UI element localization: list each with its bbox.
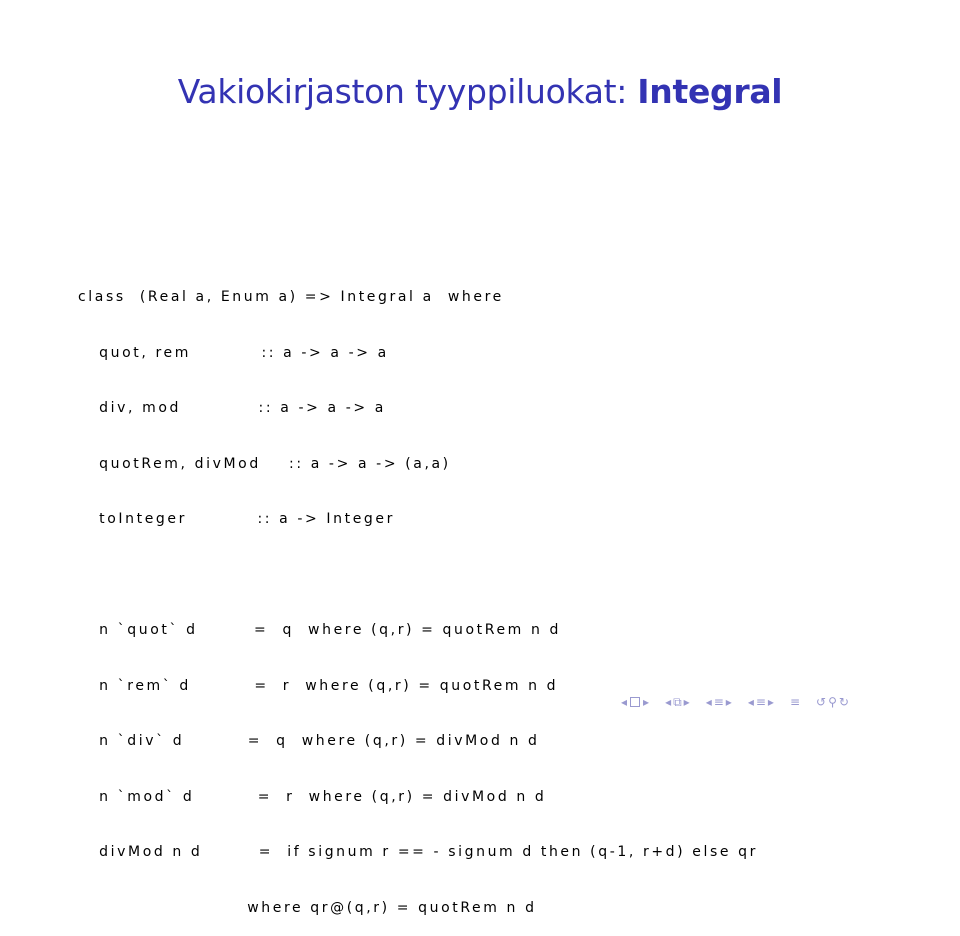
code-line-blank: [78, 566, 758, 585]
code-line: n `quot` d = q where (q,r) = quotRem n d: [78, 622, 561, 638]
nav-subsection-icon[interactable]: ◂ ≡ ▸: [705, 695, 732, 709]
beamer-navigation-bar: [620, 692, 950, 712]
nav-frame-next-icon[interactable]: ◂ ⧉ ▸: [665, 695, 690, 709]
code-line: quotRem, divMod :: a -> a -> (a,a): [78, 455, 451, 472]
code-line: where qr@(q,r) = quotRem n d: [78, 899, 537, 916]
slide-title-prefix: Vakiokirjaston tyyppiluokat:: [177, 72, 638, 112]
code-line: n `mod` d = r where (q,r) = divMod n d: [78, 788, 547, 805]
code-line: divMod n d = if signum r == - signum d then (q-1, r+d) else qr: [78, 844, 758, 860]
code-line: div, mod :: a -> a -> a: [78, 400, 386, 416]
code-line: class (Real a, Enum a) => Integral a where: [78, 289, 504, 305]
code-line: n `rem` d = r where (q,r) = quotRem n d: [78, 677, 559, 694]
code-block: [78, 251, 758, 936]
nav-doc-icon[interactable]: ≡: [789, 695, 801, 709]
nav-section-icon[interactable]: ◂ ≡ ▸: [747, 695, 774, 709]
code-line: toInteger :: a -> Integer: [78, 511, 395, 527]
nav-search-icon[interactable]: ↺ ⚲ ↻: [816, 695, 849, 709]
slide-title-accent: Integral: [637, 72, 783, 112]
code-line: n `div` d = q where (q,r) = divMod n d: [78, 733, 540, 749]
slide-title: [0, 72, 960, 111]
code-line: quot, rem :: a -> a -> a: [78, 344, 389, 361]
nav-frame-prev-icon[interactable]: ◂ ▸: [621, 695, 650, 709]
